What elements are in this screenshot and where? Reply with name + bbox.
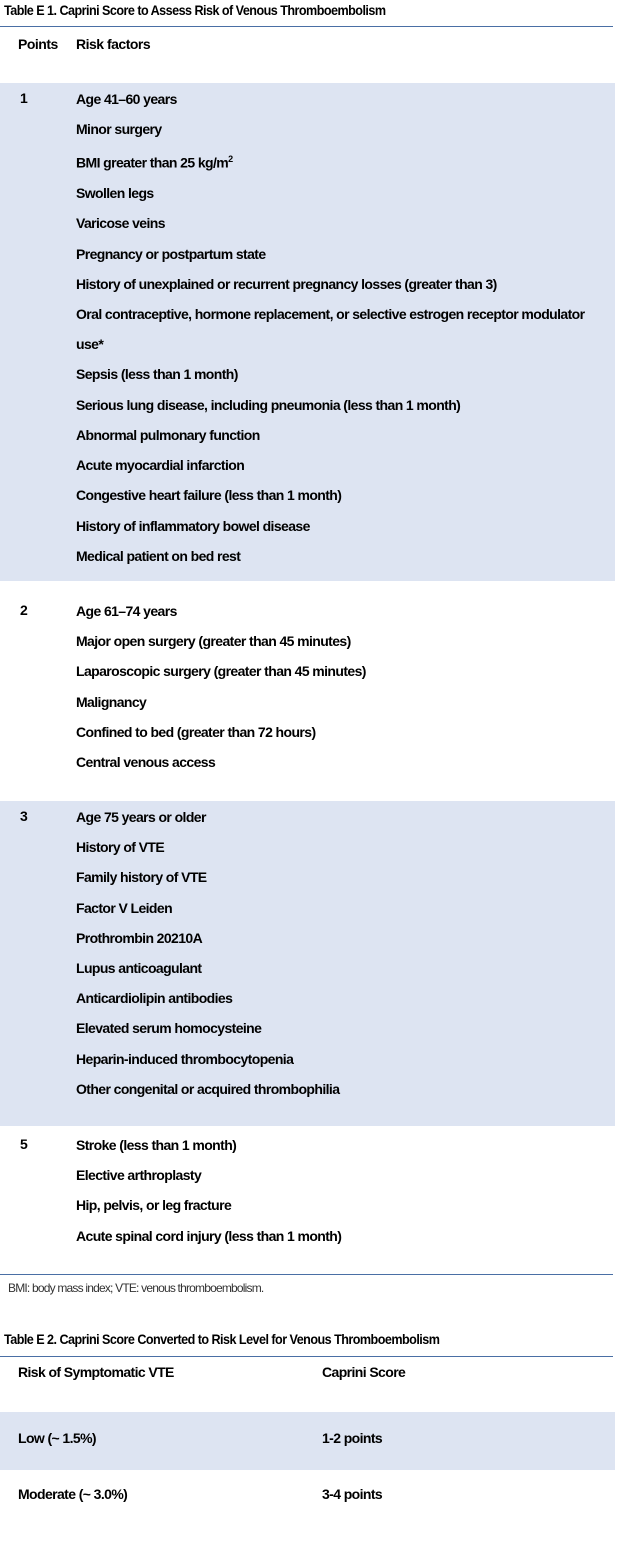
list-item: Serious lung disease, including pneumonia (less than 1 month) bbox=[76, 396, 461, 413]
list-item: Sepsis (less than 1 month) bbox=[76, 366, 238, 383]
list-item: Acute myocardial infarction bbox=[76, 457, 245, 474]
list-item: Prothrombin 20210A bbox=[76, 929, 203, 946]
list-item: Age 75 years or older bbox=[76, 809, 206, 825]
row-1-score: 1-2 points bbox=[322, 1430, 383, 1446]
list-item: Elevated serum homocysteine bbox=[76, 1020, 262, 1037]
list-item: Age 41–60 years bbox=[76, 91, 177, 107]
table2-top-rule bbox=[0, 1356, 613, 1357]
score-header: Caprini Score bbox=[322, 1364, 406, 1380]
list-item: Laparoscopic surgery (greater than 45 minutes) bbox=[76, 663, 366, 680]
list-item: Lupus anticoagulant bbox=[76, 960, 202, 977]
row-1-risk: Low (~ 1.5%) bbox=[18, 1430, 96, 1446]
list-item bbox=[76, 144, 596, 178]
list-item: Factor V Leiden bbox=[76, 899, 173, 916]
group-1-factors bbox=[76, 84, 596, 571]
list-item: Heparin-induced thrombocytopenia bbox=[76, 1050, 294, 1067]
row-2-risk: Moderate (~ 3.0%) bbox=[18, 1486, 128, 1502]
bmi-superscript: 2 bbox=[228, 154, 233, 165]
group-1-points: 1 bbox=[20, 90, 28, 106]
list-item: Swollen legs bbox=[76, 185, 154, 202]
group-3-factors bbox=[76, 802, 339, 1104]
list-item: Major open surgery (greater than 45 minutes) bbox=[76, 633, 351, 650]
list-item: Abnormal pulmonary function bbox=[76, 426, 260, 443]
list-item: Hip, pelvis, or leg fracture bbox=[76, 1197, 232, 1214]
list-item: Other congenital or acquired thrombophilia bbox=[76, 1080, 340, 1097]
list-item: Central venous access bbox=[76, 754, 216, 771]
table1-bottom-rule bbox=[0, 1274, 613, 1275]
list-item: Age 61–74 years bbox=[76, 603, 177, 619]
list-item: History of unexplained or recurrent pregnancy losses (greater than 3) bbox=[76, 275, 497, 292]
bmi-text: BMI greater than 25 kg/m bbox=[76, 155, 229, 172]
group-5-factors bbox=[76, 1130, 341, 1251]
list-item: Family history of VTE bbox=[76, 869, 207, 886]
list-item: History of VTE bbox=[76, 839, 165, 856]
points-header: Points bbox=[18, 36, 58, 52]
list-item: Confined to bed (greater than 72 hours) bbox=[76, 723, 316, 740]
list-item: Acute spinal cord injury (less than 1 month) bbox=[76, 1227, 342, 1244]
group-5-points: 5 bbox=[20, 1136, 28, 1152]
row-2-score: 3-4 points bbox=[322, 1486, 383, 1502]
risk-factors-header: Risk factors bbox=[76, 36, 151, 52]
risk-header: Risk of Symptomatic VTE bbox=[18, 1364, 174, 1380]
list-item: Minor surgery bbox=[76, 121, 162, 138]
group-3-points: 3 bbox=[20, 808, 28, 824]
list-item: Oral contraceptive, hormone replacement, or selective estrogen receptor modulator use* bbox=[76, 306, 585, 353]
list-item: Medical patient on bed rest bbox=[76, 547, 241, 564]
list-item: Varicose veins bbox=[76, 215, 165, 232]
list-item: Stroke (less than 1 month) bbox=[76, 1137, 237, 1153]
table1-top-rule bbox=[0, 26, 613, 27]
list-item: Pregnancy or postpartum state bbox=[76, 245, 266, 262]
list-item: Congestive heart failure (less than 1 month) bbox=[76, 487, 342, 504]
group-2-points: 2 bbox=[20, 602, 28, 618]
list-item: Anticardiolipin antibodies bbox=[76, 990, 233, 1007]
list-item: Malignancy bbox=[76, 693, 147, 710]
group-2-factors bbox=[76, 596, 366, 777]
table1-title: Table E 1. Caprini Score to Assess Risk of Venous Thromboembolism bbox=[4, 2, 386, 18]
list-item: History of inflammatory bowel disease bbox=[76, 517, 310, 534]
table2-title: Table E 2. Caprini Score Converted to Risk Level for Venous Thromboembolism bbox=[4, 1331, 440, 1347]
list-item: Elective arthroplasty bbox=[76, 1167, 202, 1184]
table1-footnote: BMI: body mass index; VTE: venous thromboembolism. bbox=[8, 1281, 264, 1295]
